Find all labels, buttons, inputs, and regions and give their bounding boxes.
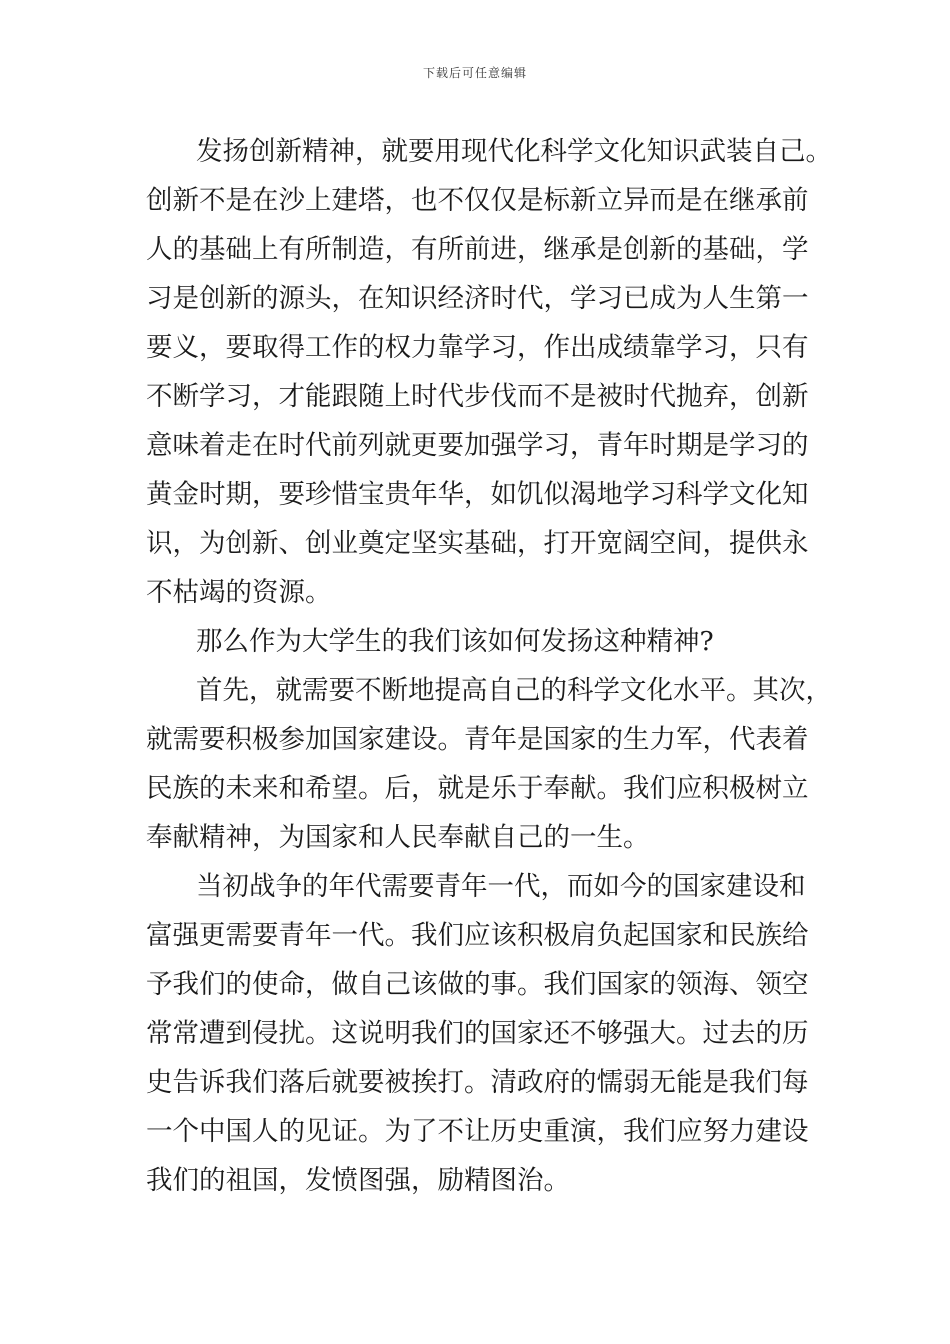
text-line: 史告诉我们落后就要被挨打。清政府的懦弱无能是我们每 bbox=[146, 1067, 809, 1098]
text-line: 常常遭到侵扰。这说明我们的国家还不够强大。过去的历 bbox=[146, 1018, 809, 1049]
text-line: 富强更需要青年一代。我们应该积极肩负起国家和民族给 bbox=[146, 920, 809, 951]
text-line: 习是创新的源头，在知识经济时代，学习已成为人生第一 bbox=[146, 283, 809, 314]
text-line: 要义，要取得工作的权力靠学习，作出成绩靠学习，只有 bbox=[146, 332, 809, 363]
page-header: 下载后可任意编辑 bbox=[422, 66, 527, 80]
text-line: 不枯竭的资源。 bbox=[146, 577, 332, 608]
text-line: 奉献精神，为国家和人民奉献自己的一生。 bbox=[146, 822, 650, 853]
text-line: 首先，就需要不断地提高自己的科学文化水平。其次， bbox=[196, 675, 832, 706]
text-line: 予我们的使命，做自己该做的事。我们国家的领海、领空 bbox=[146, 969, 809, 1000]
text-line: 识，为创新、创业奠定坚实基础，打开宽阔空间，提供永 bbox=[146, 528, 809, 559]
text-line: 不断学习，才能跟随上时代步伐而不是被时代抛弃，创新 bbox=[146, 381, 809, 412]
text-line: 民族的未来和希望。后，就是乐于奉献。我们应积极树立 bbox=[146, 773, 809, 804]
text-line: 一个中国人的见证。为了不让历史重演，我们应努力建设 bbox=[146, 1116, 809, 1147]
text-line: 意味着走在时代前列就更要加强学习，青年时期是学习的 bbox=[146, 430, 809, 461]
text-line: 黄金时期，要珍惜宝贵年华，如饥似渴地学习科学文化知 bbox=[146, 479, 809, 510]
text-line: 人的基础上有所制造，有所前进，继承是创新的基础，学 bbox=[146, 234, 809, 265]
text-line: 发扬创新精神，就要用现代化科学文化知识武装自己。 bbox=[196, 136, 832, 167]
text-line: 那么作为大学生的我们该如何发扬这种精神? bbox=[196, 626, 714, 657]
text-line: 创新不是在沙上建塔，也不仅仅是标新立异而是在继承前 bbox=[146, 185, 809, 216]
text-line: 就需要积极参加国家建设。青年是国家的生力军，代表着 bbox=[146, 724, 809, 755]
text-line: 我们的祖国，发愤图强，励精图治。 bbox=[146, 1165, 570, 1196]
document-body bbox=[146, 127, 836, 1205]
text-line: 当初战争的年代需要青年一代，而如今的国家建设和 bbox=[196, 871, 806, 902]
